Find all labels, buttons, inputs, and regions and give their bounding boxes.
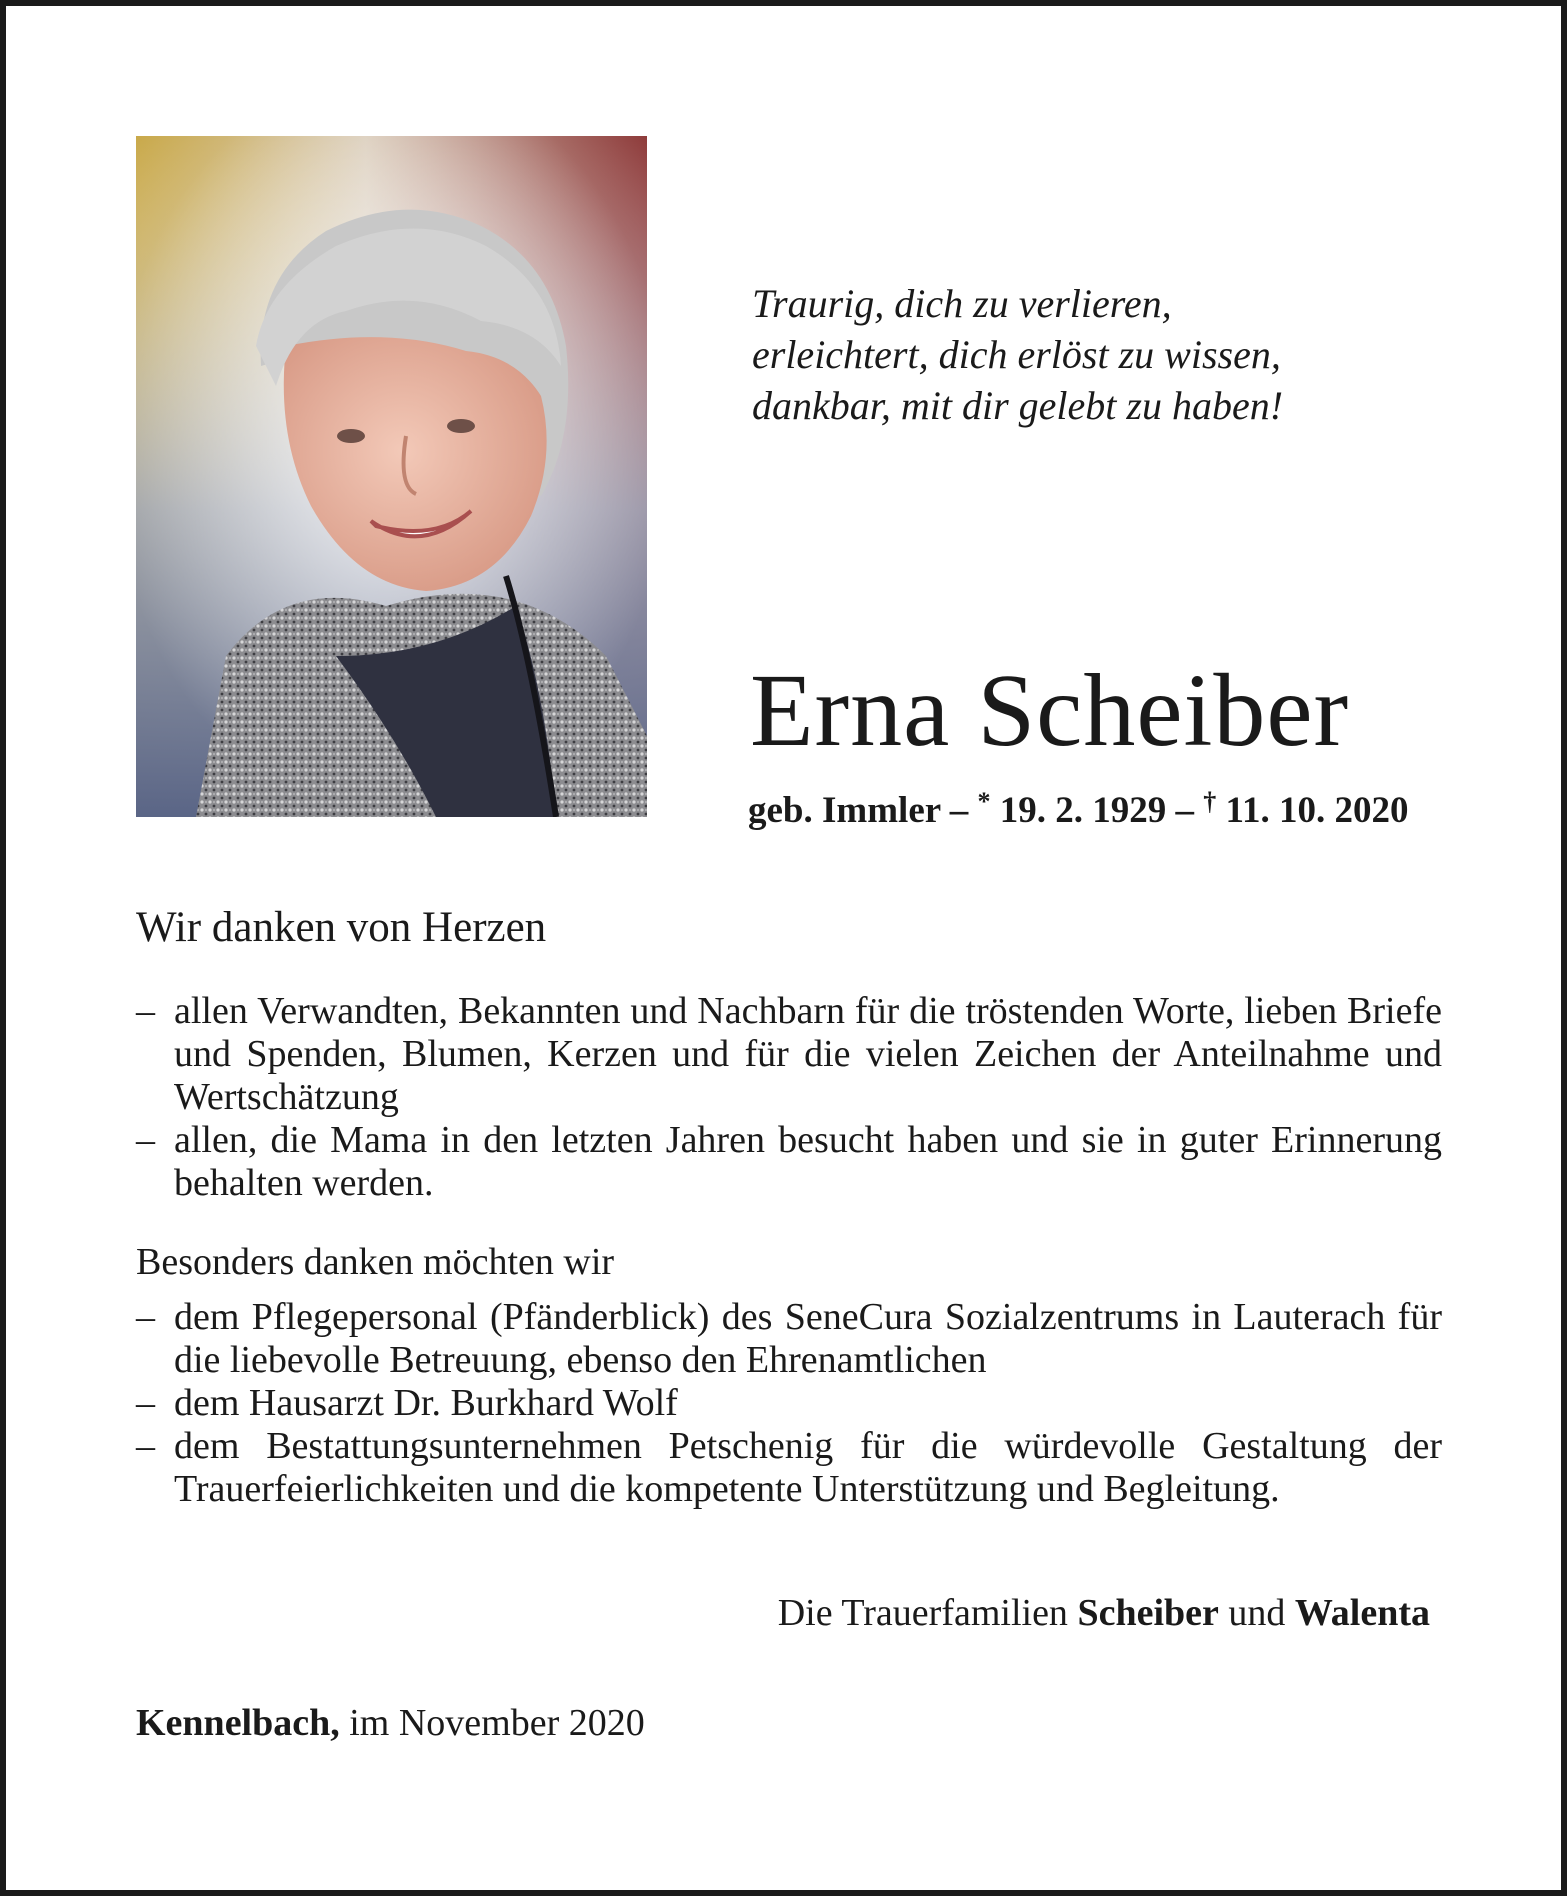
list-item: – allen, die Mama in den letzten Jahren besucht haben und sie in guter Erinnerung behalten werden.: [136, 1119, 1442, 1205]
special-thanks-list: [136, 1296, 1442, 1511]
separator-dash: –: [949, 790, 969, 831]
life-dates: [748, 778, 1408, 835]
birth-date: 19. 2. 1929: [999, 790, 1167, 831]
birth-symbol: *: [977, 787, 991, 816]
signature-joiner: und: [1228, 1592, 1286, 1634]
motto-line-2: erleichtert, dich erlöst zu wissen,: [752, 332, 1281, 377]
place-name: Kennelbach,: [136, 1702, 340, 1744]
thanks-list: [136, 990, 1442, 1205]
deceased-name: Erna Scheiber: [750, 653, 1350, 768]
portrait-photo: [136, 136, 647, 817]
list-item: – dem Bestattungsunternehmen Petschenig für die würdevolle Gestaltung der Trauerfeierlichkeiten und die kompetente Unterstützung und Begleitung.: [136, 1425, 1442, 1511]
birth-name: geb. Immler: [748, 790, 941, 831]
family-name-1: Scheiber: [1077, 1592, 1219, 1634]
motto-line-1: Traurig, dich zu verlieren,: [752, 281, 1172, 326]
thanks-intro: Wir danken von Herzen: [136, 904, 547, 951]
motto-verse: [752, 278, 1352, 431]
separator-dash: –: [1175, 790, 1194, 831]
death-symbol: †: [1203, 787, 1217, 816]
family-signature: [778, 1589, 1430, 1637]
place-date: [136, 1699, 645, 1747]
portrait-illustration: [136, 136, 647, 817]
family-name-2: Walenta: [1294, 1592, 1430, 1634]
motto-line-3: dankbar, mit dir gelebt zu haben!: [752, 383, 1284, 428]
special-thanks-heading: Besonders danken möchten wir: [136, 1241, 615, 1283]
date-text: im November 2020: [349, 1702, 645, 1744]
death-date: 11. 10. 2020: [1225, 790, 1409, 831]
list-item: – dem Pflegepersonal (Pfänderblick) des SeneCura Sozialzentrums in Lauterach für die liebevolle Betreuung, ebenso den Ehrenamtlichen: [136, 1296, 1442, 1382]
list-item: – dem Hausarzt Dr. Burkhard Wolf: [136, 1382, 1442, 1425]
signature-prefix: Die Trauerfamilien: [777, 1592, 1068, 1634]
list-item: – allen Verwandten, Bekannten und Nachbarn für die tröstenden Worte, lieben Briefe und Spenden, Blumen, Kerzen und für die vielen Zeichen der Anteilnahme und Wertschätzung: [136, 990, 1442, 1119]
